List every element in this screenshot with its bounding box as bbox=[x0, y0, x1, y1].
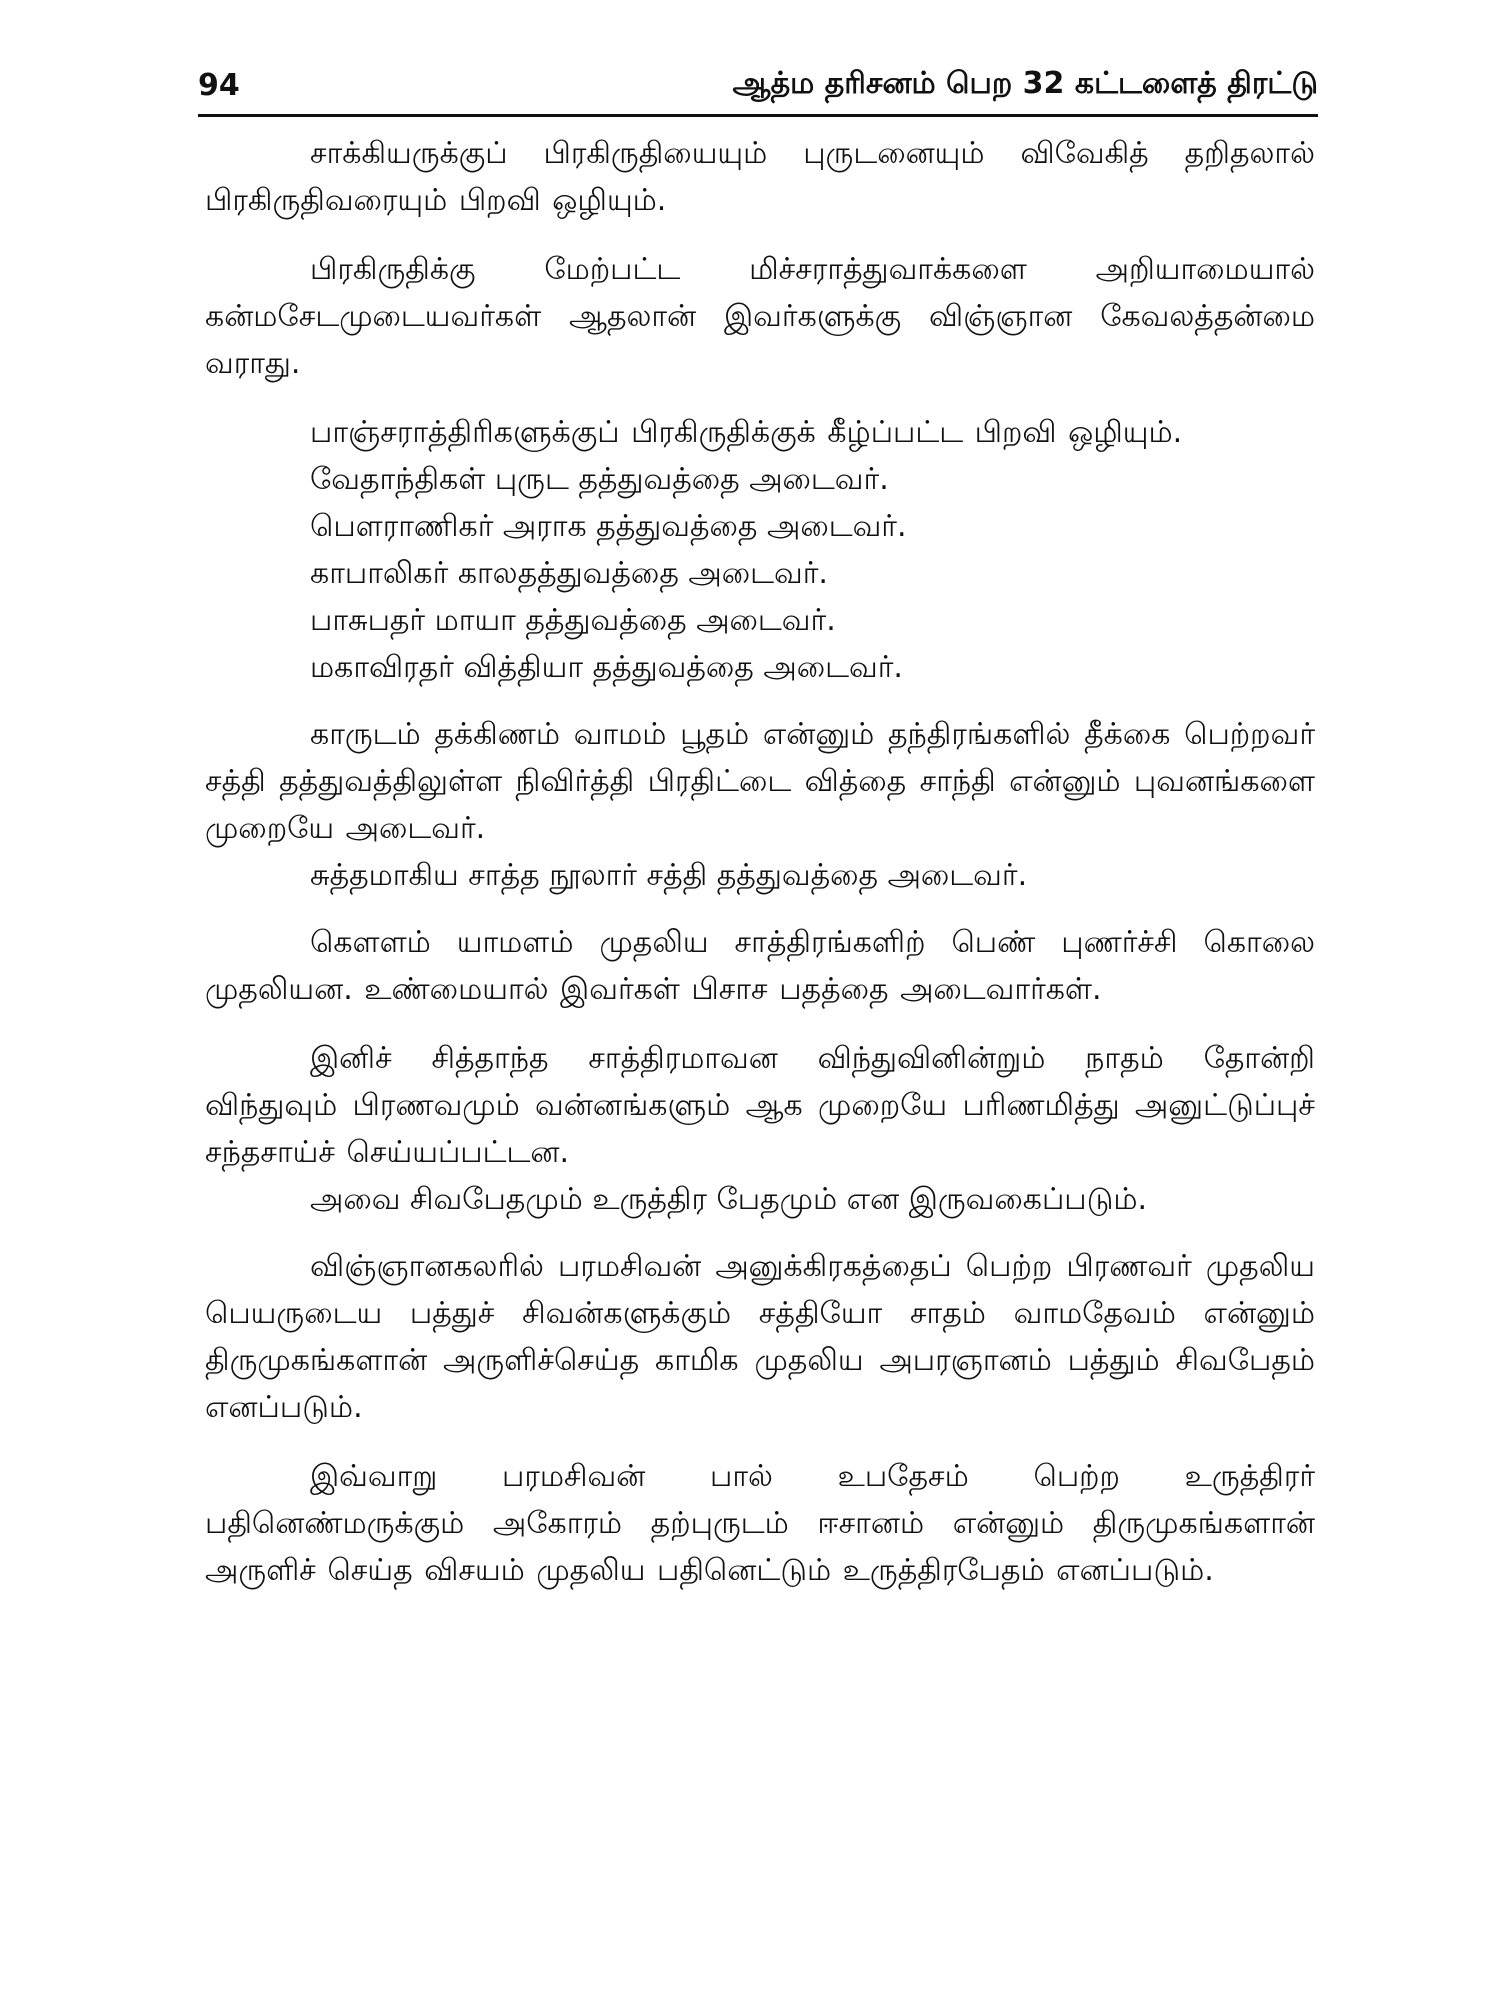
line-pauranikar: பௌராணிகர் அராக தத்துவத்தை அடைவர். bbox=[310, 509, 907, 544]
paragraph-karudam: காருடம் தக்கிணம் வாமம் பூதம் என்னும் தந்திரங்களில் தீக்கை பெற்றவர் சத்தி தத்துவத்திலுள்ள நிவிர்த்தி பிரதிட்டை வித்தை சாந்தி என்னும் புவனங்களை முறையே அடைவர். bbox=[205, 717, 1315, 846]
line-makavirathar: மகாவிரதர் வித்தியா தத்துவத்தை அடைவர். bbox=[310, 650, 903, 685]
running-title: ஆத்ம தரிசனம் பெற 32 கட்டளைத் திரட்டு bbox=[732, 66, 1318, 101]
paragraph-ivvaru: இவ்வாறு பரமசிவன் பால் உபதேசம் பெற்ற உருத்திரர் பதினெண்மருக்கும் அகோரம் தற்புருடம் ஈசானம் என்னும் திருமுகங்களான் அருளிச் செய்த விசயம் முதலிய பதினெட்டும் உருத்திரபேதம் எனப்படும். bbox=[205, 1459, 1315, 1588]
body-text bbox=[205, 130, 1315, 1594]
paragraph-prakiruthi: பிரகிருதிக்கு மேற்பட்ட மிச்சராத்துவாக்களை அறியாமையால் கன்மசேடமுடையவர்கள் ஆதலான் இவர்களுக்கு விஞ்ஞான கேவலத்தன்மை வராது. bbox=[205, 252, 1315, 381]
paragraph-panjarathiri: பாஞ்சராத்திரிகளுக்குப் பிரகிருதிக்குக் கீழ்ப்பட்ட பிறவி ஒழியும். bbox=[310, 415, 1183, 450]
page-number: 94 bbox=[198, 68, 240, 103]
line-pasupathar: பாசுபதர் மாயா தத்துவத்தை அடைவர். bbox=[310, 603, 836, 638]
line-avai: அவை சிவபேதமும் உருத்திர பேதமும் என இருவகைப்படும். bbox=[310, 1182, 1148, 1217]
paragraph-vinjanakalar: விஞ்ஞானகலரில் பரமசிவன் அனுக்கிரகத்தைப் பெற்ற பிரணவர் முதலிய பெயருடைய பத்துச் சிவன்களுக்கும் சத்தியோ சாதம் வாமதேவம் என்னும் திருமுகங்களான் அருளிச்செய்த காமிக முதலிய அபரஞானம் பத்தும் சிவபேதம் எனப்படும். bbox=[205, 1249, 1315, 1425]
paragraph-siththantha: இனிச் சித்தாந்த சாத்திரமாவன விந்துவினின்றும் நாதம் தோன்றி விந்துவும் பிரணவமும் வன்னங்களும் ஆக முறையே பரிணமித்து அனுட்டுப்புச் சந்தசாய்ச் செய்யப்பட்டன. bbox=[205, 1041, 1315, 1170]
paragraph-sakkiyar: சாக்கியருக்குப் பிரகிருதியையும் புருடனையும் விவேகித் தறிதலால் பிரகிருதிவரையும் பிறவி ஒழியும். bbox=[205, 136, 1315, 218]
header-rule bbox=[198, 114, 1318, 117]
line-suththamakiya: சுத்தமாகிய சாத்த நூலார் சத்தி தத்துவத்தை அடைவர். bbox=[310, 858, 1028, 893]
line-vedanthikal: வேதாந்திகள் புருட தத்துவத்தை அடைவர். bbox=[310, 462, 889, 497]
page-header bbox=[198, 62, 1318, 114]
paragraph-kaulam: கௌளம் யாமளம் முதலிய சாத்திரங்களிற் பெண் புணர்ச்சி கொலை முதலியன. உண்மையால் இவர்கள் பிசாச பதத்தை அடைவார்கள். bbox=[205, 925, 1315, 1007]
line-kapalikar: காபாலிகர் காலதத்துவத்தை அடைவர். bbox=[310, 556, 828, 591]
